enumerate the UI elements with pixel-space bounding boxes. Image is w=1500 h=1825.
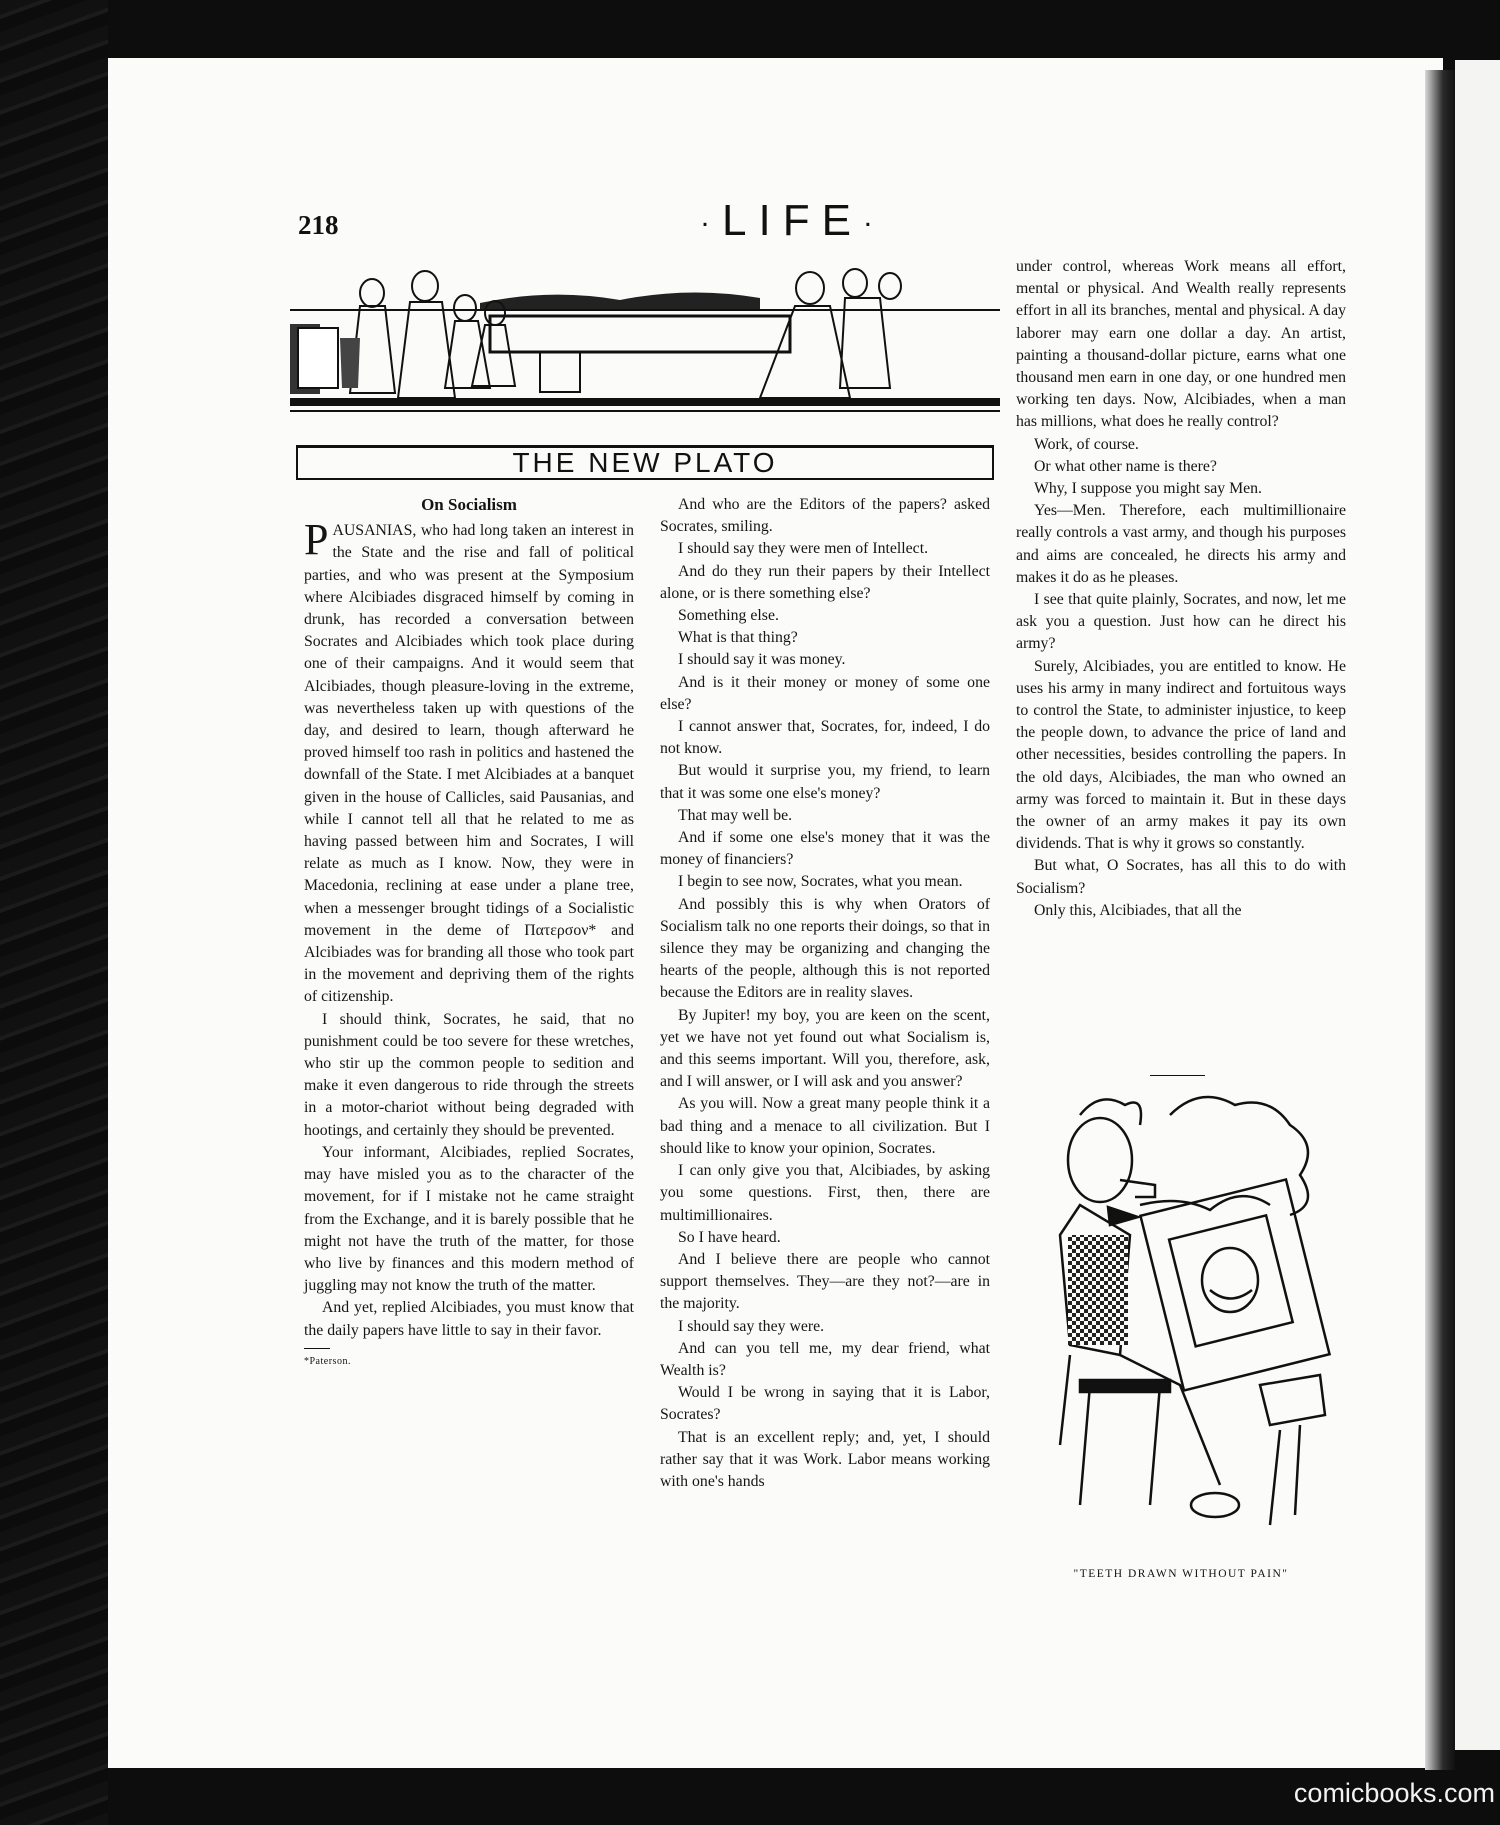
paragraph: And if some one else's money that it was the money of financiers? (660, 829, 990, 869)
paragraph: under control, whereas Work means all effort, mental or physical. And Wealth really represents effort in all its branches, mental and physical. A day laborer may earn one dollar a day. An artist, painting a thousand-dollar picture, earns what one thousand men earn in one day, or one hundred men working ten days. Now, Alcibiades, when a man has millions, what does he really control? (1016, 258, 1346, 431)
paragraph: Or what other name is there? (1034, 457, 1217, 475)
cartoon-caption: "TEETH DRAWN WITHOUT PAIN" (1073, 1568, 1289, 1580)
masthead-dot-right: · (862, 206, 885, 240)
paragraph: Work, of course. (1034, 435, 1139, 453)
page-number: 218 (298, 210, 339, 240)
watermark: comicbooks.com (1293, 1778, 1495, 1808)
paragraph: And I believe there are people who cannot support themselves. They—are they not?—are in the majority. (660, 1250, 990, 1313)
paragraph: I should say they were. (678, 1317, 825, 1335)
paragraph: And do they run their papers by their Intellect alone, or is there something else? (660, 562, 990, 602)
column-3 (1016, 256, 1346, 922)
paragraph: That is an excellent reply; and, yet, I should rather say that it was Work. Labor means working with one's hands (660, 1428, 990, 1490)
paragraph: What is that thing? (678, 629, 798, 647)
column-1 (304, 494, 634, 1373)
paragraph: I should think, Socrates, he said, that no punishment could be too severe for these wretches, who stir up the common people to sedition and make it even dangerous to ride through the streets in a motor-chariot without being degraded with hootings, and certainly they should be prevented. (304, 1010, 634, 1139)
drop-cap: P (304, 515, 329, 565)
paragraph: Your informant, Alcibiades, replied Socrates, may have misled you as to the character of the movement, for if I mistake not he came straight from the Exchange, and it is barely possible that he might not have the truth of the matter, for those who live by finances and this modern method of juggling may not know the truth of the matter. (304, 1143, 634, 1295)
paragraph: So I have heard. (678, 1228, 781, 1246)
paragraph: I see that quite plainly, Socrates, and now, let me ask you a question. Just how can he direct his army? (1016, 591, 1346, 653)
section-divider (1150, 1075, 1205, 1076)
column-2 (660, 494, 990, 1493)
paragraph: And is it their money or money of some one else? (660, 673, 990, 713)
paragraph: Surely, Alcibiades, you are entitled to know. He uses his army in many indirect and fortuitous ways to control the State, to administer injustice, to keep the people down, to advance the price of land and other necessities, besides controlling the papers. In the old days, Alcibiades, the man who owned an army was forced to maintain it. But in these days the owner of an army makes it pay its own dividends. That is why it grows so constantly. (1016, 657, 1346, 853)
page-gutter-shadow (1425, 70, 1455, 1770)
paragraph: Something else. (678, 607, 779, 625)
scan-left-edge (0, 0, 108, 1825)
paragraph: I begin to see now, Socrates, what you mean. (678, 873, 963, 891)
footnote-rule (304, 1348, 330, 1349)
paragraph: And who are the Editors of the papers? asked Socrates, smiling. (660, 496, 990, 536)
article-title: THE NEW PLATO (296, 445, 994, 480)
paragraph: I can only give you that, Alcibiades, by asking you some questions. First, then, there are multimillionaires. (660, 1162, 990, 1224)
paragraph: And can you tell me, my dear friend, what Wealth is? (660, 1339, 990, 1379)
paragraph: PAUSANIAS, who had long taken an interest in the State and the rise and fall of political parties, and who was present at the Symposium where Alcibiades disgraced himself by coming in drunk, has recorded a conversation between Socrates and Alcibiades which took place during one of their campaigns. And it would seem that Alcibiades, though pleasure-loving in the extreme, was nevertheless taken up with questions of the day, and desired to learn, though afterward he proved himself too rash in politics and hastened the downfall of the State. I met Alcibiades at a banquet given in the house of Callicles, said Pausanias, and while I cannot tell all that he related to me as having passed between him and Socrates, I will relate as much as I know. Now, they were in Macedonia, reclining at ease under a plane tree, when a messenger brought tidings of a Socialistic movement in the deme of Πατερσον* and Alcibiades was for branding all those who took part in the movement and depriving them of the rights of citizenship. (304, 515, 634, 1006)
masthead-dot-left: · (700, 206, 722, 240)
paragraph: I should say they were men of Intellect. (678, 540, 929, 558)
paragraph: As you will. Now a great many people think it a bad thing and a menace to all civilization. But I should like to know your opinion, Socrates. (660, 1095, 990, 1157)
article-subtitle: On Socialism (421, 495, 517, 514)
next-page-edge (1455, 60, 1500, 1750)
paragraph: Yes—Men. Therefore, each multimillionaire really controls a vast army, and though his purposes and aims are concealed, he directs his army and makes it do as he pleases. (1016, 502, 1346, 586)
masthead-title: LIFE (722, 196, 863, 245)
paragraph: But what, O Socrates, has all this to do with Socialism? (1016, 857, 1346, 897)
paragraph: Only this, Alcibiades, that all the (1034, 901, 1242, 919)
paragraph: But would it surprise you, my friend, to learn that it was some one else's money? (660, 762, 990, 802)
dentist-artist-cartoon (1020, 1085, 1340, 1555)
footnote: *Paterson. (304, 1355, 351, 1367)
paragraph: That may well be. (678, 806, 793, 824)
paragraph: Why, I suppose you might say Men. (1034, 480, 1263, 498)
paragraph: By Jupiter! my boy, you are keen on the scent, yet we have not yet found out what Socialism is, and this seems important. Will you, therefore, ask, and I will answer, or I will ask and you answer? (660, 1006, 990, 1091)
greek-scene-illustration (290, 258, 1000, 443)
paragraph: Would I be wrong in saying that it is Labor, Socrates? (660, 1384, 990, 1424)
masthead (700, 196, 885, 246)
paragraph: I should say it was money. (678, 651, 846, 669)
paragraph: I cannot answer that, Socrates, for, indeed, I do not know. (660, 718, 990, 758)
paragraph: And yet, replied Alcibiades, you must know that the daily papers have little to say in their favor. (304, 1299, 634, 1339)
paragraph: And possibly this is why when Orators of Socialism talk no one reports their doings, so that in silence they may be organizing and changing the hearts of the people, although this is not reported because the Editors are in reality slaves. (660, 895, 990, 1002)
